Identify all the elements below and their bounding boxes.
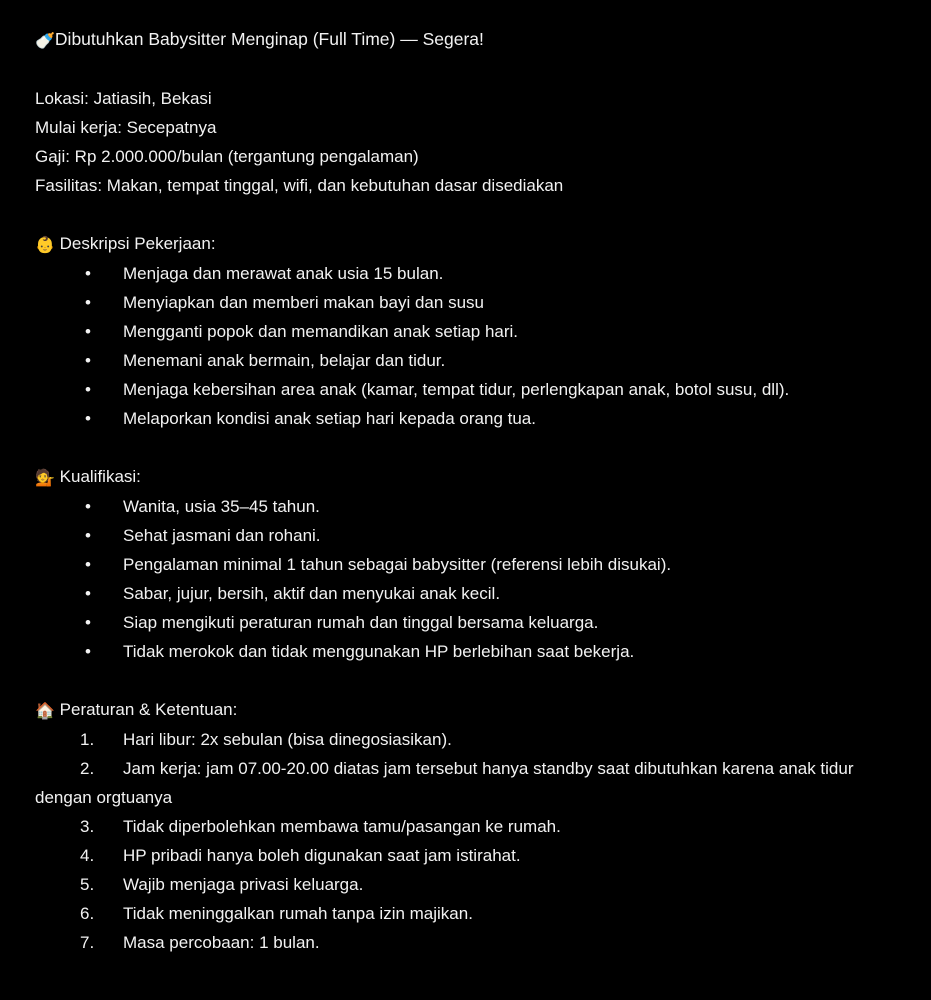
list-item-text: Sabar, jujur, bersih, aktif dan menyukai anak kecil. [123, 584, 501, 603]
list-item-bullet: • [85, 497, 91, 516]
list-item-text: Wajib menjaga privasi keluarga. [123, 875, 364, 894]
section-heading [35, 695, 899, 725]
list-item-text: Hari libur: 2x sebulan (bisa dinegosiasikan). [123, 730, 452, 749]
list-item-bullet: • [85, 322, 91, 341]
list-item-text: Menjaga dan merawat anak usia 15 bulan. [123, 264, 444, 283]
list-item-text: Menemani anak bermain, belajar dan tidur. [123, 351, 446, 370]
list-item-text: Pengalaman minimal 1 tahun sebagai babysitter (referensi lebih disukai). [123, 555, 672, 574]
list-item-bullet: • [85, 264, 91, 283]
list-item [35, 259, 899, 288]
list-item-text: Siap mengikuti peraturan rumah dan tinggal bersama keluarga. [123, 613, 599, 632]
section-heading-label: Kualifikasi: [54, 467, 141, 486]
list-item-number: 5. [80, 875, 95, 894]
info-line: Fasilitas: Makan, tempat tinggal, wifi, dan kebutuhan dasar disediakan [35, 176, 564, 195]
section-heading [35, 462, 899, 492]
info-line: Mulai kerja: Secepatnya [35, 118, 217, 137]
list-item-text: Tidak meninggalkan rumah tanpa izin majikan. [123, 904, 473, 923]
spacer [35, 55, 899, 84]
list-item [35, 812, 899, 841]
list-item-bullet: • [85, 526, 91, 545]
page-title-text: Dibutuhkan Babysitter Menginap (Full Time) — Segera! [54, 29, 484, 49]
list-item-number: 6. [80, 904, 95, 923]
list-item-number: 7. [80, 933, 95, 952]
list-item [35, 608, 899, 637]
page-title [35, 25, 899, 55]
list-item [35, 375, 899, 404]
list-item-bullet: • [85, 293, 91, 312]
section-list [35, 492, 899, 666]
list-item-text: Tidak diperbolehkan membawa tamu/pasangan ke rumah. [123, 817, 561, 836]
list-item-text: Menjaga kebersihan area anak (kamar, tempat tidur, perlengkapan anak, botol susu, dll). [123, 380, 790, 399]
info-line: Lokasi: Jatiasih, Bekasi [35, 89, 212, 108]
list-item [35, 725, 899, 754]
list-item-bullet: • [85, 380, 91, 399]
list-item-bullet: • [85, 409, 91, 428]
list-item [35, 550, 899, 579]
list-item-number: 1. [80, 730, 95, 749]
list-item [35, 404, 899, 433]
list-item-text: Tidak merokok dan tidak menggunakan HP berlebihan saat bekerja. [123, 642, 635, 661]
baby-icon: 👶 [35, 235, 55, 254]
spacer [35, 433, 899, 462]
list-item-number: 4. [80, 846, 95, 865]
list-item [35, 317, 899, 346]
list-item [35, 579, 899, 608]
list-item-bullet: • [85, 584, 91, 603]
spacer [35, 666, 899, 695]
list-item-text: Sehat jasmani dan rohani. [123, 526, 321, 545]
section-list [35, 725, 899, 957]
list-item-text: Wanita, usia 35–45 tahun. [123, 497, 320, 516]
list-item-text: Menyiapkan dan memberi makan bayi dan susu [123, 293, 484, 312]
list-item [35, 928, 899, 957]
list-item-number: 2. [80, 759, 95, 778]
section-heading [35, 229, 899, 259]
list-item [35, 637, 899, 666]
info-line: Gaji: Rp 2.000.000/bulan (tergantung pengalaman) [35, 147, 419, 166]
list-item-text: Mengganti popok dan memandikan anak setiap hari. [123, 322, 519, 341]
list-item [35, 521, 899, 550]
list-item-text: Jam kerja: jam 07.00-20.00 diatas jam tersebut hanya standby saat dibutuhkan karena anak tidur dengan orgtuanya [35, 759, 854, 807]
person-tipping-hand-icon: 💁 [35, 468, 55, 487]
list-item [35, 346, 899, 375]
spacer [35, 200, 899, 229]
section-list [35, 259, 899, 433]
baby-bottle-icon: 🍼 [35, 31, 55, 50]
list-item [35, 899, 899, 928]
list-item [35, 754, 899, 812]
list-item-text: Melaporkan kondisi anak setiap hari kepada orang tua. [123, 409, 536, 428]
list-item [35, 841, 899, 870]
list-item-bullet: • [85, 613, 91, 632]
section-heading-label: Peraturan & Ketentuan: [54, 700, 238, 719]
list-item-bullet: • [85, 555, 91, 574]
sections-container [35, 200, 899, 957]
list-item [35, 288, 899, 317]
list-item [35, 492, 899, 521]
info-block [35, 84, 899, 200]
section-heading-label: Deskripsi Pekerjaan: [54, 234, 216, 253]
list-item-text: HP pribadi hanya boleh digunakan saat jam istirahat. [123, 846, 521, 865]
list-item-text: Masa percobaan: 1 bulan. [123, 933, 320, 952]
house-icon: 🏠 [35, 701, 55, 720]
list-item-bullet: • [85, 642, 91, 661]
list-item-bullet: • [85, 351, 91, 370]
list-item-number: 3. [80, 817, 95, 836]
list-item [35, 870, 899, 899]
